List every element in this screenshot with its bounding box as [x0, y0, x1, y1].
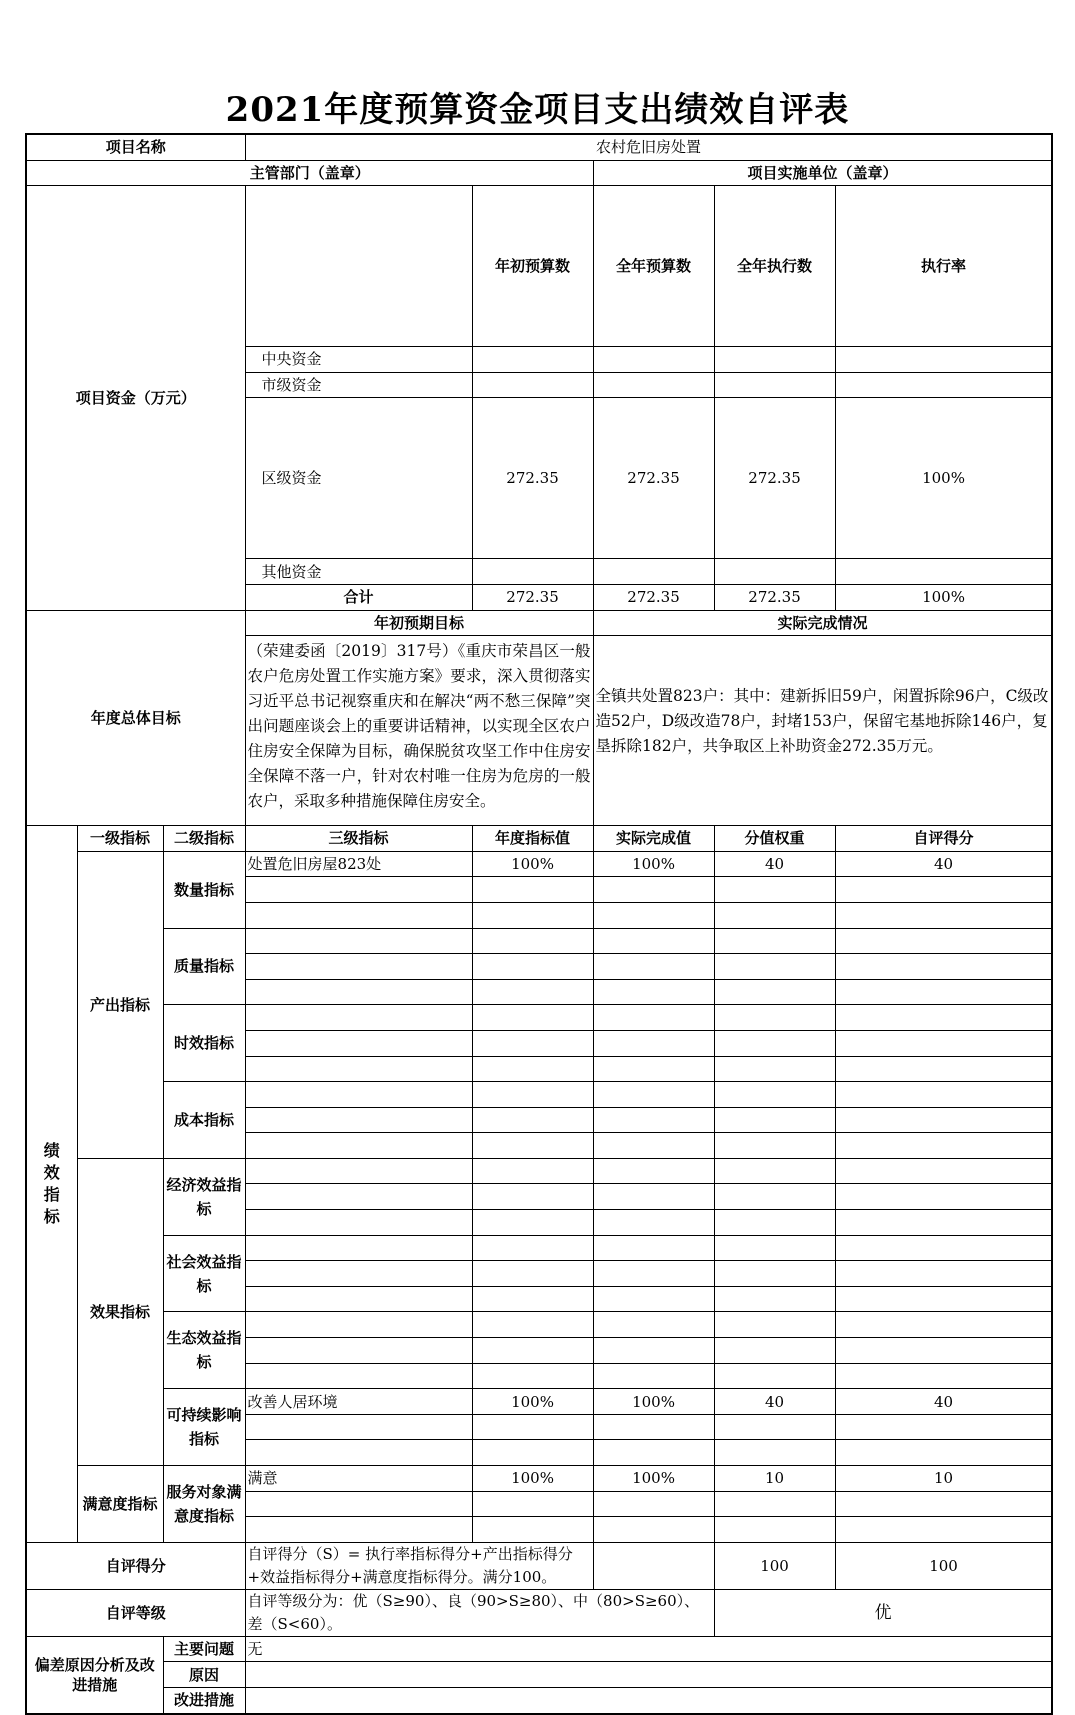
satisfaction-label: 满意度指标: [77, 1466, 163, 1543]
score-weight: 100: [714, 1542, 835, 1589]
quality-label: 质量指标: [163, 928, 245, 1005]
fund-row-name: 区级资金: [245, 398, 472, 559]
reason-value: [245, 1662, 1052, 1688]
fund-cell: [714, 347, 835, 373]
indicator-actual: 100%: [593, 1389, 714, 1415]
goal-expected-text: （荣建委函〔2019〕317号）《重庆市荣昌区一般农户危房处置工作实施方案》要求，深入贯彻落实习近平总书记视察重庆和在解决“两不愁三保障”突出问题座谈会上的重要讲话精神，以实现全区农户住房安全保障为目标，确保脱贫攻坚工作中住房安全保障不落一户，针对农村唯一住房为危房的一般农户，采取多种措施保障住房安全。: [245, 636, 593, 826]
issue-label: 主要问题: [163, 1636, 245, 1662]
goal-expected-label: 年初预期目标: [245, 610, 593, 636]
deviation-label: 偏差原因分析及改进措施: [26, 1636, 163, 1713]
reason-label: 原因: [163, 1662, 245, 1688]
indicator-target: 100%: [472, 1389, 593, 1415]
score-value: 100: [835, 1542, 1052, 1589]
grade-label: 自评等级: [26, 1589, 245, 1636]
perf-header: 分值权重: [714, 826, 835, 852]
funds-header: 执行率: [835, 186, 1052, 347]
service-label: 服务对象满意度指标: [163, 1466, 245, 1543]
measure-label: 改进措施: [163, 1687, 245, 1713]
indicator-target: 100%: [472, 1466, 593, 1492]
fund-cell: [472, 372, 593, 398]
indicator-score: 40: [835, 851, 1052, 877]
page-title: 2021年度预算资金项目支出绩效自评表: [225, 90, 850, 130]
goal-label: 年度总体目标: [26, 610, 245, 826]
indicator-weight: 10: [714, 1466, 835, 1492]
indicator-item: 满意: [245, 1466, 472, 1492]
fund-cell: [835, 559, 1052, 585]
fund-cell: [714, 372, 835, 398]
fund-cell: [593, 559, 714, 585]
fund-cell: [472, 347, 593, 373]
perf-label: 绩效指标: [26, 826, 77, 1543]
sustain-label: 可持续影响指标: [163, 1389, 245, 1466]
indicator-target: 100%: [472, 851, 593, 877]
project-name: 农村危旧房处置: [245, 134, 1052, 160]
funds-header: 全年执行数: [714, 186, 835, 347]
cost-label: 成本指标: [163, 1082, 245, 1159]
goal-actual-text: 全镇共处置823户：其中：建新拆旧59户，闲置拆除96户，C级改造52户，D级改造78户，封堵153户，保留宅基地拆除146户，复垦拆除182户，共争取区上补助资金272.35万元。: [593, 636, 1052, 826]
fund-cell: 272.35: [472, 398, 593, 559]
indicator-score: 40: [835, 1389, 1052, 1415]
effect-label: 效果指标: [77, 1158, 163, 1465]
fund-cell: 100%: [835, 584, 1052, 610]
indicator-score: 10: [835, 1466, 1052, 1492]
timeliness-label: 时效指标: [163, 1005, 245, 1082]
fund-cell: 272.35: [593, 584, 714, 610]
measure-value: [245, 1687, 1052, 1713]
fund-cell: 272.35: [714, 584, 835, 610]
funds-header: 年初预算数: [472, 186, 593, 347]
economic-label: 经济效益指标: [163, 1158, 245, 1235]
score-blank: [593, 1542, 714, 1589]
fund-cell: 272.35: [593, 398, 714, 559]
funds-header-blank: [245, 186, 472, 347]
funds-header: 全年预算数: [593, 186, 714, 347]
indicator-weight: 40: [714, 1389, 835, 1415]
fund-cell: 272.35: [714, 398, 835, 559]
perf-header: 实际完成值: [593, 826, 714, 852]
quantity-label: 数量指标: [163, 851, 245, 928]
fund-total-label: 合计: [245, 584, 472, 610]
fund-cell: [593, 347, 714, 373]
indicator-item: 处置危旧房屋823处: [245, 851, 472, 877]
funds-label: 项目资金（万元）: [26, 186, 245, 610]
output-label: 产出指标: [77, 851, 163, 1158]
fund-cell: [835, 372, 1052, 398]
project-name-label: 项目名称: [26, 134, 245, 160]
grade-formula: 自评等级分为：优（S≥90）、良（90>S≥80）、中（80>S≥60）、差（S<60）。: [245, 1589, 714, 1636]
indicator-actual: 100%: [593, 1466, 714, 1492]
grade-value: 优: [714, 1589, 1052, 1636]
indicator-item: 改善人居环境: [245, 1389, 472, 1415]
goal-actual-label: 实际完成情况: [593, 610, 1052, 636]
supervisor-label: 主管部门（盖章）: [26, 160, 593, 186]
social-label: 社会效益指标: [163, 1235, 245, 1312]
evaluation-table: [25, 133, 1053, 1715]
eco-label: 生态效益指标: [163, 1312, 245, 1389]
score-label: 自评得分: [26, 1542, 245, 1589]
perf-header: 年度指标值: [472, 826, 593, 852]
fund-cell: [593, 372, 714, 398]
perf-header: 一级指标: [77, 826, 163, 852]
fund-row-name: 其他资金: [245, 559, 472, 585]
score-formula: 自评得分（S）= 执行率指标得分+产出指标得分+效益指标得分+满意度指标得分。满分100。: [245, 1542, 593, 1589]
perf-header: 自评得分: [835, 826, 1052, 852]
fund-cell: 100%: [835, 398, 1052, 559]
fund-row-name: 中央资金: [245, 347, 472, 373]
fund-cell: 272.35: [472, 584, 593, 610]
unit-label: 项目实施单位（盖章）: [593, 160, 1052, 186]
indicator-actual: 100%: [593, 851, 714, 877]
perf-header: 三级指标: [245, 826, 472, 852]
fund-cell: [835, 347, 1052, 373]
issue-value: 无: [245, 1636, 1052, 1662]
perf-header: 二级指标: [163, 826, 245, 852]
fund-cell: [472, 559, 593, 585]
fund-row-name: 市级资金: [245, 372, 472, 398]
indicator-weight: 40: [714, 851, 835, 877]
fund-cell: [714, 559, 835, 585]
